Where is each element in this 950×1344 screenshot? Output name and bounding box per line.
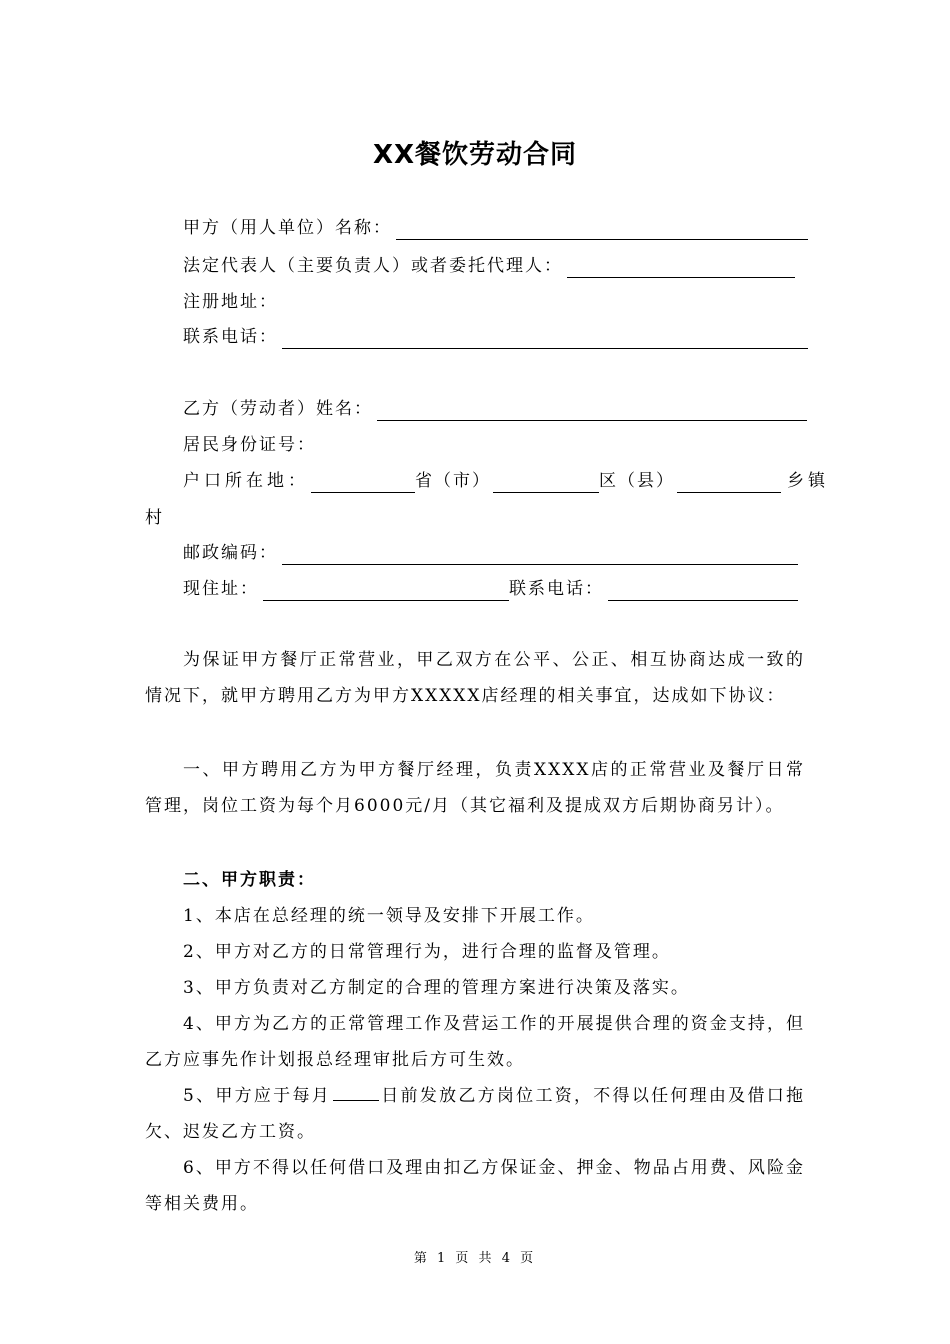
party-b-name-row [183, 397, 807, 421]
page-title: XX餐饮劳动合同 [372, 140, 578, 170]
party-b-hukou-label: 户口所在地： [183, 471, 309, 491]
province-label: 省（市） [415, 471, 491, 491]
party-a-rep-row [183, 254, 795, 278]
party-a-phone-label: 联系电话： [183, 327, 278, 347]
village-label: 村 [145, 508, 164, 528]
party-b-hukou-row [183, 469, 829, 493]
article-2-item-2: 2、甲方对乙方的日常管理行为，进行合理的监督及管理。 [183, 942, 671, 962]
party-b-phone-label: 联系电话： [509, 579, 604, 599]
party-b-phone-blank[interactable] [608, 580, 798, 601]
article-1-text: 一、甲方聘用乙方为甲方餐厅经理，负责XXXX店的正常营业及餐厅日常管理，岗位工资为每个月6000元/月（其它福利及提成双方后期协商另计）。 [145, 760, 805, 816]
article-2-item-4: 4、甲方为乙方的正常管理工作及营运工作的开展提供合理的资金支持，但乙方应事先作计划报总经理审批后方可生效。 [145, 1014, 805, 1070]
article-2-heading: 二、甲方职责： [183, 870, 316, 890]
page-footer: 第 1 页 共 4 页 [413, 1251, 537, 1266]
party-a-name-blank[interactable] [396, 219, 808, 240]
party-b-id-label: 居民身份证号： [183, 435, 316, 455]
party-a-rep-blank[interactable] [567, 257, 795, 278]
article-2-item-1: 1、本店在总经理的统一领导及安排下开展工作。 [183, 906, 595, 926]
town-label: 乡镇 [787, 471, 829, 491]
village-row [145, 506, 164, 530]
item-5-post: 日前发放乙方岗位工资，不得以任何理由及借口拖欠、迟发乙方工资。 [145, 1086, 805, 1142]
party-a-name-row [183, 216, 808, 240]
district-label: 区（县） [599, 471, 675, 491]
party-b-name-label: 乙方（劳动者）姓名： [183, 399, 373, 419]
article-2-item-3: 3、甲方负责对乙方制定的合理的管理方案进行决策及落实。 [183, 978, 690, 998]
article-2-heading-block [145, 862, 805, 898]
article-1 [145, 752, 805, 824]
town-blank[interactable] [677, 472, 781, 493]
party-a-address-row [183, 290, 278, 314]
pay-day-blank[interactable] [333, 1084, 379, 1101]
postcode-blank[interactable] [282, 544, 798, 565]
party-b-id-row [183, 433, 316, 457]
province-blank[interactable] [311, 472, 415, 493]
party-a-phone-blank[interactable] [282, 328, 808, 349]
postcode-label: 邮政编码： [183, 543, 278, 563]
current-address-label: 现住址： [183, 579, 259, 599]
current-address-blank[interactable] [263, 580, 509, 601]
party-a-address-label: 注册地址： [183, 292, 278, 312]
party-a-name-label: 甲方（用人单位）名称： [183, 218, 392, 238]
party-b-name-blank[interactable] [377, 400, 807, 421]
party-b-address-row [183, 577, 798, 601]
article-2-item-6: 6、甲方不得以任何借口及理由扣乙方保证金、押金、物品占用费、风险金等相关费用。 [145, 1158, 805, 1214]
intro-paragraph: 为保证甲方餐厅正常营业，甲乙双方在公平、公正、相互协商达成一致的情况下，就甲方聘用乙方为甲方XXXXX店经理的相关事宜，达成如下协议： [145, 650, 805, 706]
party-b-postcode-row [183, 541, 798, 565]
party-a-rep-label: 法定代表人（主要负责人）或者委托代理人： [183, 256, 563, 276]
district-blank[interactable] [493, 472, 599, 493]
item-5-pre: 5、甲方应于每月 [183, 1086, 331, 1106]
article-2-item-5 [145, 1078, 805, 1150]
party-a-phone-row [183, 325, 808, 349]
